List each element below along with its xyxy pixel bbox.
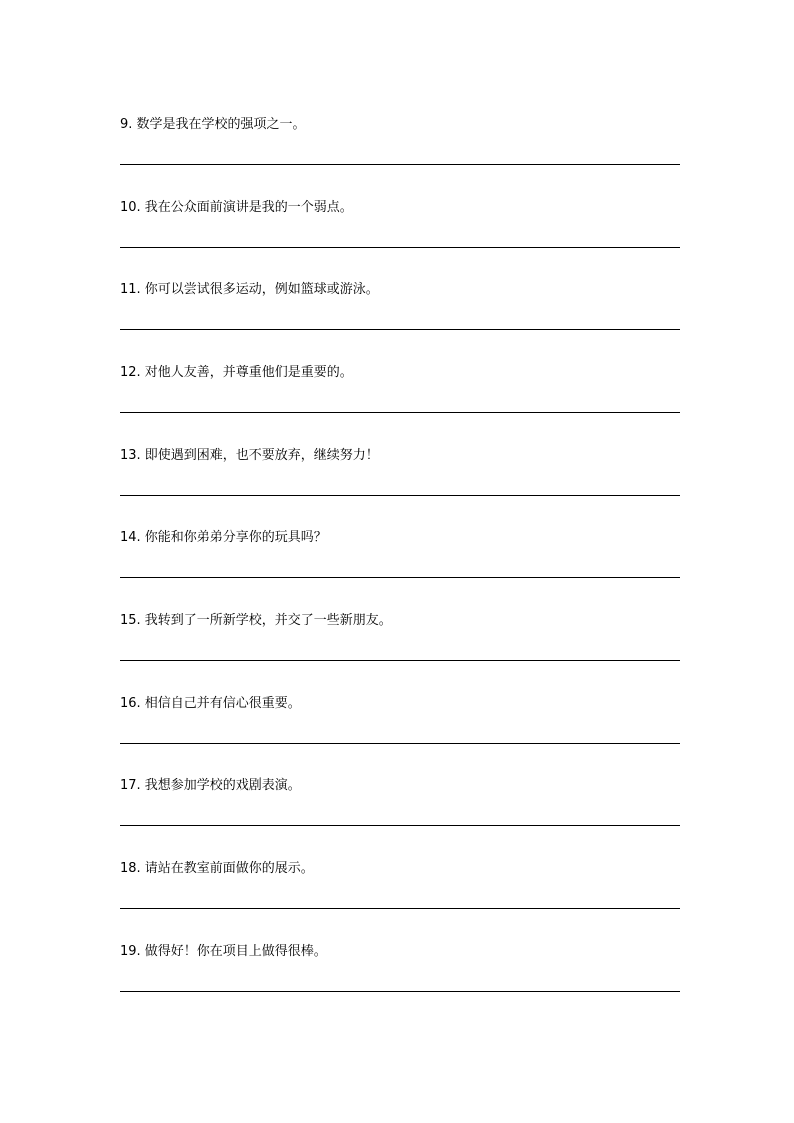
question-item <box>120 448 680 531</box>
answer-line[interactable] <box>120 991 680 992</box>
question-item <box>120 530 680 613</box>
question-item <box>120 944 680 1027</box>
question-item <box>120 613 680 696</box>
answer-line[interactable] <box>120 743 680 744</box>
question-item <box>120 778 680 861</box>
question-item <box>120 365 680 448</box>
question-text: 11. 你可以尝试很多运动，例如篮球或游泳。 <box>120 282 379 297</box>
answer-line[interactable] <box>120 908 680 909</box>
question-text: 19. 做得好！你在项目上做得很棒。 <box>120 944 327 959</box>
question-item <box>120 117 680 200</box>
question-text: 9. 数学是我在学校的强项之一。 <box>120 117 306 132</box>
question-text: 10. 我在公众面前演讲是我的一个弱点。 <box>120 200 353 215</box>
answer-line[interactable] <box>120 329 680 330</box>
answer-line[interactable] <box>120 825 680 826</box>
question-item <box>120 696 680 779</box>
answer-line[interactable] <box>120 164 680 165</box>
question-text: 12. 对他人友善，并尊重他们是重要的。 <box>120 365 353 380</box>
question-text: 14. 你能和你弟弟分享你的玩具吗？ <box>120 530 327 545</box>
answer-line[interactable] <box>120 495 680 496</box>
question-text: 18. 请站在教室前面做你的展示。 <box>120 861 314 876</box>
question-item <box>120 282 680 365</box>
question-text: 17. 我想参加学校的戏剧表演。 <box>120 778 301 793</box>
question-item <box>120 200 680 283</box>
question-text: 15. 我转到了一所新学校，并交了一些新朋友。 <box>120 613 392 628</box>
question-text: 16. 相信自己并有信心很重要。 <box>120 696 301 711</box>
answer-line[interactable] <box>120 577 680 578</box>
question-item <box>120 861 680 944</box>
question-text: 13. 即使遇到困难，也不要放弃，继续努力！ <box>120 448 379 463</box>
answer-line[interactable] <box>120 660 680 661</box>
answer-line[interactable] <box>120 247 680 248</box>
answer-line[interactable] <box>120 412 680 413</box>
